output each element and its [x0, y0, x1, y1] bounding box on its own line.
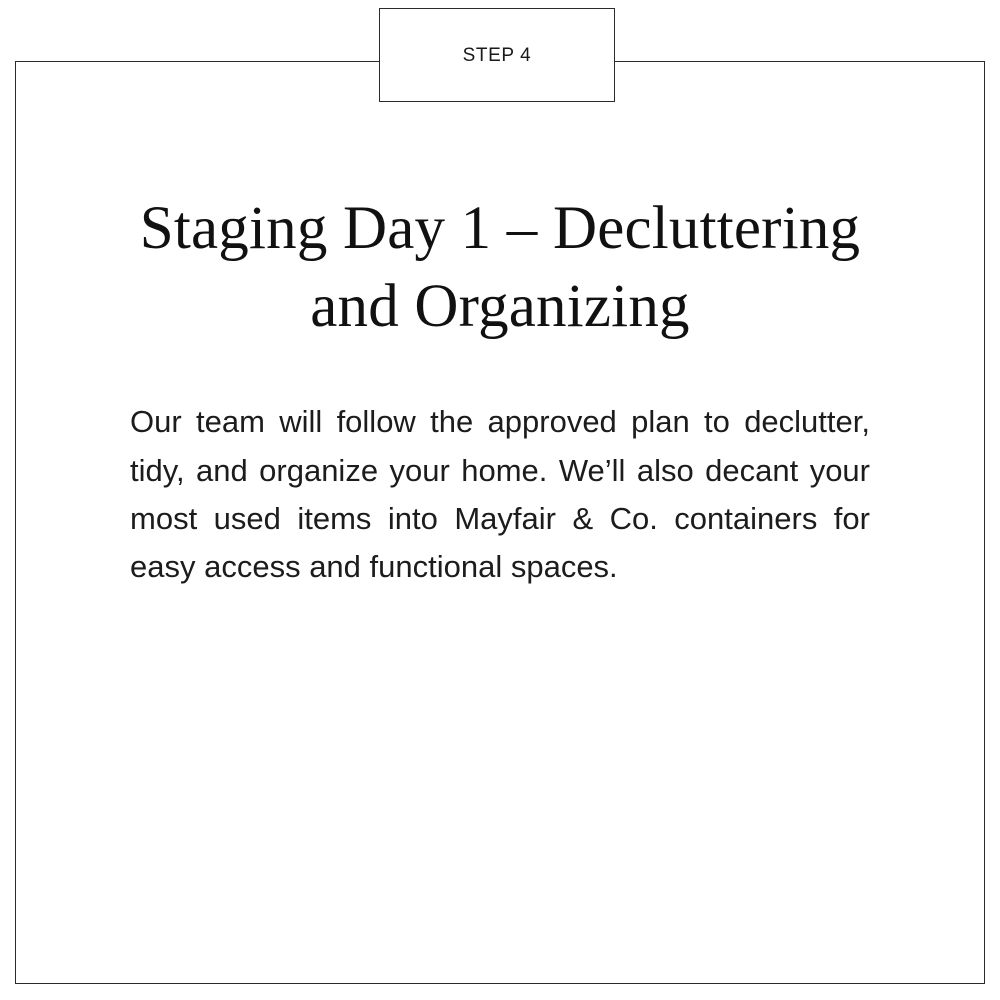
step-tab [379, 8, 615, 102]
body-paragraph: Our team will follow the approved plan to declutter, tidy, and organize your home. We’ll also decant your most used items into Mayfair & Co. containers for easy access and functional spaces. [130, 404, 870, 585]
page-title: Staging Day 1 – Decluttering and Organizing [139, 195, 861, 341]
step-tab-label: STEP 4 [462, 44, 532, 66]
card-content [115, 190, 885, 592]
